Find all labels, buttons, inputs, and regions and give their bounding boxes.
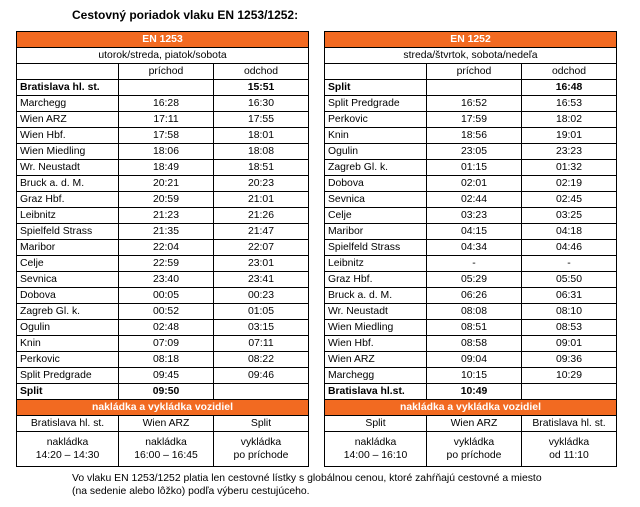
station-name: Wien Hbf. — [17, 128, 119, 144]
station-name: Marchegg — [325, 368, 427, 384]
station-name: Knin — [17, 336, 119, 352]
table-row — [17, 112, 309, 128]
arrival-time: 17:58 — [119, 128, 214, 144]
table-row — [325, 128, 617, 144]
table-row — [17, 384, 309, 400]
table-row — [325, 160, 617, 176]
station-name: Graz Hbf. — [325, 272, 427, 288]
arrival-time: 10:49 — [427, 384, 522, 400]
loading-info-row — [17, 432, 309, 467]
station-column-header — [325, 64, 427, 80]
operating-days: utorok/streda, piatok/sobota — [17, 48, 309, 64]
table-row — [17, 240, 309, 256]
station-name: Maribor — [17, 240, 119, 256]
departure-time: 18:51 — [214, 160, 309, 176]
loading-type: nakládka — [145, 437, 187, 448]
loading-header-row — [325, 400, 617, 416]
departure-time: 01:05 — [214, 304, 309, 320]
departure-time: 18:01 — [214, 128, 309, 144]
departure-time: 09:36 — [522, 352, 617, 368]
departure-time: 02:45 — [522, 192, 617, 208]
column-header-row — [17, 64, 309, 80]
loading-time: od 11:10 — [549, 450, 589, 461]
station-name: Knin — [325, 128, 427, 144]
table-row — [325, 176, 617, 192]
station-name: Wr. Neustadt — [17, 160, 119, 176]
loading-info — [325, 432, 427, 467]
arrival-time: 09:50 — [119, 384, 214, 400]
arrival-time: 00:52 — [119, 304, 214, 320]
arrival-time: 09:04 — [427, 352, 522, 368]
table-row — [17, 128, 309, 144]
table-row — [17, 192, 309, 208]
arrival-time — [119, 80, 214, 96]
departure-time: 08:22 — [214, 352, 309, 368]
departure-time: 23:01 — [214, 256, 309, 272]
arrival-time: 18:49 — [119, 160, 214, 176]
table-row — [17, 304, 309, 320]
page-title: Cestovný poriadok vlaku EN 1253/1252: — [72, 8, 299, 22]
arrival-time: 22:59 — [119, 256, 214, 272]
station-name: Ogulin — [17, 320, 119, 336]
loading-time: 14:00 – 16:10 — [343, 450, 408, 461]
departure-time: 04:18 — [522, 224, 617, 240]
departure-time: 18:08 — [214, 144, 309, 160]
arrival-time: - — [427, 256, 522, 272]
table-row — [325, 288, 617, 304]
table-row — [17, 352, 309, 368]
station-name: Ogulin — [325, 144, 427, 160]
loading-info — [522, 432, 617, 467]
table-row — [17, 208, 309, 224]
departure-time: 16:53 — [522, 96, 617, 112]
loading-station: Wien ARZ — [119, 416, 214, 432]
arrival-time: 08:18 — [119, 352, 214, 368]
departure-time: 21:47 — [214, 224, 309, 240]
departure-time: 09:01 — [522, 336, 617, 352]
loading-info — [427, 432, 522, 467]
loading-station: Split — [214, 416, 309, 432]
arrival-column-header: príchod — [427, 64, 522, 80]
loading-type: nakládka — [354, 437, 397, 448]
arrival-column-header: príchod — [119, 64, 214, 80]
departure-time: 17:55 — [214, 112, 309, 128]
footnote-line: Vo vlaku EN 1253/1252 platia len cestovné lístky s globálnou cenou, ktoré zahŕňajú cestovné a miesto — [72, 473, 542, 484]
footnote-line: (na sedenie alebo lôžko) podľa výberu cestujúceho. — [72, 486, 310, 497]
arrival-time: 16:28 — [119, 96, 214, 112]
loading-station: Bratislava hl. st. — [522, 416, 617, 432]
timetable-en1253 — [16, 31, 309, 467]
table-row — [17, 288, 309, 304]
arrival-time: 17:59 — [427, 112, 522, 128]
arrival-time: 06:26 — [427, 288, 522, 304]
loading-header: nakládka a vykládka vozidiel — [325, 400, 617, 416]
table-row — [17, 160, 309, 176]
departure-time: 16:48 — [522, 80, 617, 96]
station-name: Split Predgrade — [17, 368, 119, 384]
station-name: Perkovic — [17, 352, 119, 368]
station-name: Split — [17, 384, 119, 400]
table-row — [17, 320, 309, 336]
loading-header-row — [17, 400, 309, 416]
loading-type: vykládka — [548, 437, 590, 448]
station-name: Sevnica — [325, 192, 427, 208]
departure-time: 23:41 — [214, 272, 309, 288]
arrival-time: 08:51 — [427, 320, 522, 336]
departure-column-header: odchod — [522, 64, 617, 80]
table-row — [325, 320, 617, 336]
station-name: Dobova — [17, 288, 119, 304]
station-name: Zagreb Gl. k. — [17, 304, 119, 320]
station-name: Zagreb Gl. k. — [325, 160, 427, 176]
table-row — [17, 80, 309, 96]
station-name: Wien Miedling — [325, 320, 427, 336]
table-row — [325, 272, 617, 288]
loading-info-row — [325, 432, 617, 467]
arrival-time — [427, 80, 522, 96]
loading-info — [214, 432, 309, 467]
station-name: Celje — [17, 256, 119, 272]
station-name: Celje — [325, 208, 427, 224]
station-name: Bratislava hl.st. — [325, 384, 427, 400]
arrival-time: 03:23 — [427, 208, 522, 224]
table-row — [325, 144, 617, 160]
departure-time: 21:01 — [214, 192, 309, 208]
table-row — [325, 240, 617, 256]
arrival-time: 07:09 — [119, 336, 214, 352]
table-row — [325, 96, 617, 112]
table-row — [17, 224, 309, 240]
loading-header: nakládka a vykládka vozidiel — [17, 400, 309, 416]
station-name: Leibnitz — [325, 256, 427, 272]
arrival-time: 08:08 — [427, 304, 522, 320]
station-name: Bratislava hl. st. — [17, 80, 119, 96]
table-row — [325, 304, 617, 320]
arrival-time: 09:45 — [119, 368, 214, 384]
departure-time: 20:23 — [214, 176, 309, 192]
loading-stations-row — [325, 416, 617, 432]
arrival-time: 20:21 — [119, 176, 214, 192]
departure-time: 08:53 — [522, 320, 617, 336]
table-row — [325, 368, 617, 384]
departure-time: 22:07 — [214, 240, 309, 256]
departure-time: 10:29 — [522, 368, 617, 384]
timetable-en1252 — [324, 31, 617, 467]
table-row — [17, 96, 309, 112]
station-name: Perkovic — [325, 112, 427, 128]
departure-column-header: odchod — [214, 64, 309, 80]
loading-info — [119, 432, 214, 467]
table-row — [325, 336, 617, 352]
departure-time: 00:23 — [214, 288, 309, 304]
departure-time: 23:23 — [522, 144, 617, 160]
station-name: Spielfeld Strass — [17, 224, 119, 240]
departure-time: 21:26 — [214, 208, 309, 224]
arrival-time: 02:48 — [119, 320, 214, 336]
departure-time: - — [522, 256, 617, 272]
station-name: Wien ARZ — [325, 352, 427, 368]
station-name: Wr. Neustadt — [325, 304, 427, 320]
train-number: EN 1252 — [325, 32, 617, 48]
station-name: Bruck a. d. M. — [325, 288, 427, 304]
table-row — [325, 224, 617, 240]
table-row — [325, 384, 617, 400]
station-name: Spielfeld Strass — [325, 240, 427, 256]
arrival-time: 18:56 — [427, 128, 522, 144]
table-row — [325, 192, 617, 208]
departure-time: 05:50 — [522, 272, 617, 288]
departure-time: 19:01 — [522, 128, 617, 144]
departure-time: 15:51 — [214, 80, 309, 96]
departure-time: 02:19 — [522, 176, 617, 192]
column-header-row — [325, 64, 617, 80]
station-name: Sevnica — [17, 272, 119, 288]
departure-time: 03:25 — [522, 208, 617, 224]
table-row — [17, 272, 309, 288]
station-name: Wien Miedling — [17, 144, 119, 160]
arrival-time: 00:05 — [119, 288, 214, 304]
loading-time: po príchode — [446, 450, 502, 461]
arrival-time: 04:15 — [427, 224, 522, 240]
table-row — [325, 80, 617, 96]
table-row — [17, 256, 309, 272]
days-row — [325, 48, 617, 64]
arrival-time: 01:15 — [427, 160, 522, 176]
arrival-time: 05:29 — [427, 272, 522, 288]
loading-station: Bratislava hl. st. — [17, 416, 119, 432]
station-name: Marchegg — [17, 96, 119, 112]
table-row — [325, 208, 617, 224]
departure-time — [522, 384, 617, 400]
loading-time: po príchode — [233, 450, 289, 461]
loading-type: vykládka — [240, 437, 282, 448]
loading-time: 16:00 – 16:45 — [134, 450, 198, 461]
departure-time: 04:46 — [522, 240, 617, 256]
table-row — [17, 144, 309, 160]
station-name: Wien Hbf. — [325, 336, 427, 352]
departure-time: 16:30 — [214, 96, 309, 112]
loading-type: nakládka — [46, 437, 89, 448]
station-name: Wien ARZ — [17, 112, 119, 128]
arrival-time: 04:34 — [427, 240, 522, 256]
table-row — [325, 112, 617, 128]
table-row — [17, 368, 309, 384]
arrival-time: 21:35 — [119, 224, 214, 240]
table-row — [325, 256, 617, 272]
arrival-time: 16:52 — [427, 96, 522, 112]
arrival-time: 17:11 — [119, 112, 214, 128]
departure-time: 06:31 — [522, 288, 617, 304]
train-header-row — [325, 32, 617, 48]
train-header-row — [17, 32, 309, 48]
arrival-time: 23:40 — [119, 272, 214, 288]
arrival-time: 21:23 — [119, 208, 214, 224]
station-name: Split — [325, 80, 427, 96]
station-name: Maribor — [325, 224, 427, 240]
table-row — [17, 336, 309, 352]
station-name: Dobova — [325, 176, 427, 192]
arrival-time: 10:15 — [427, 368, 522, 384]
train-number: EN 1253 — [17, 32, 309, 48]
arrival-time: 22:04 — [119, 240, 214, 256]
departure-time — [214, 384, 309, 400]
station-name: Leibnitz — [17, 208, 119, 224]
station-name: Bruck a. d. M. — [17, 176, 119, 192]
departure-time: 18:02 — [522, 112, 617, 128]
arrival-time: 18:06 — [119, 144, 214, 160]
table-row — [325, 352, 617, 368]
loading-time: 14:20 – 14:30 — [35, 450, 100, 461]
departure-time: 09:46 — [214, 368, 309, 384]
loading-station: Wien ARZ — [427, 416, 522, 432]
arrival-time: 08:58 — [427, 336, 522, 352]
station-name: Split Predgrade — [325, 96, 427, 112]
departure-time: 07:11 — [214, 336, 309, 352]
departure-time: 08:10 — [522, 304, 617, 320]
departure-time: 03:15 — [214, 320, 309, 336]
loading-station: Split — [325, 416, 427, 432]
departure-time: 01:32 — [522, 160, 617, 176]
days-row — [17, 48, 309, 64]
loading-stations-row — [17, 416, 309, 432]
loading-info — [17, 432, 119, 467]
table-row — [17, 176, 309, 192]
arrival-time: 23:05 — [427, 144, 522, 160]
arrival-time: 02:01 — [427, 176, 522, 192]
station-column-header — [17, 64, 119, 80]
operating-days: streda/štvrtok, sobota/nedeľa — [325, 48, 617, 64]
station-name: Graz Hbf. — [17, 192, 119, 208]
loading-type: vykládka — [453, 437, 495, 448]
footnote — [72, 472, 542, 498]
arrival-time: 02:44 — [427, 192, 522, 208]
arrival-time: 20:59 — [119, 192, 214, 208]
